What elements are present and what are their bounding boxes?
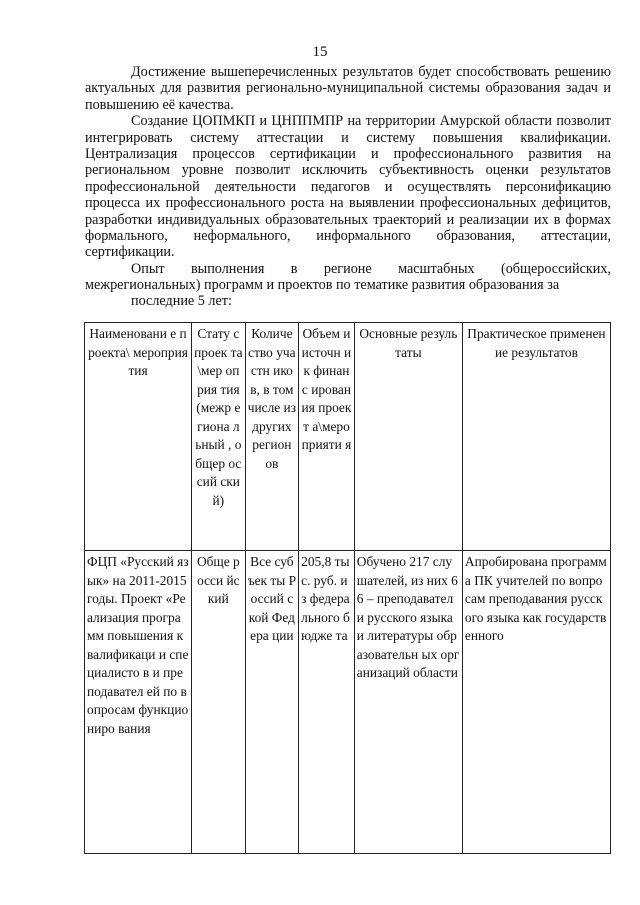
paragraph-centers: Создание ЦОПМКП и ЦНППМПР на территории Амурской области позволит интегрировать систему аттестации и систему повышения квалификации. Централизация процессов сертификации и профессионального развития на региональном уровне позволит исключить субъективность оценки результатов профессиональной деятельности педагогов и осуществлять персонификацию процесса их профессионального роста на выявлении профессиональных дефицитов, разработки индивидуальных образовательных траекторий и реализации их в формах формального, неформального, информального образования, аттестации, сертификации.	[85, 113, 611, 261]
header-funding: Объем и источн ик финанс ирован ия проект а\меро прияти я	[299, 323, 355, 551]
cell-project-name: ФЦП «Русский язык» на 2011-2015 годы. Проект «Реализация программ повышения квалификаци и специалисто в и преподавател ей по вопросам функциониро вания	[85, 551, 192, 854]
header-main-results: Основные результаты	[354, 323, 462, 551]
cell-practical-application: Апробирована программа ПК учителей по вопросам преподавания русского языка как государственного	[462, 551, 610, 854]
paragraph-achievements: Достижение вышеперечисленных результатов будет способствовать решению актуальных для развития регионально-муниципальной системы образования задач и повышению её качества.	[85, 64, 611, 113]
page-number: 15	[312, 44, 328, 60]
projects-table	[84, 322, 611, 854]
cell-funding: 205,8 тыс. руб. из федера льного бюдже та	[299, 551, 355, 854]
header-participants: Количе ство участн иков, в том числе из других регион ов	[245, 323, 299, 551]
paragraph-experience-text: Опыт выполнения в регионе масштабных (общероссийских, межрегиональных) программ и проектов по тематике развития образования за	[85, 260, 611, 294]
cell-main-results: Обучено 217 слушателей, из них 66 – преподаватели русского языка и литературы образовательн ых организаций области	[354, 551, 462, 854]
table-row	[85, 551, 611, 854]
header-practical-application: Практическое применение результатов	[462, 323, 610, 551]
cell-participants: Все субъек ты Россий ской Федера ции	[245, 551, 299, 854]
header-project-name: Наименовани е проекта\ мероприятия	[85, 323, 192, 551]
table-header-row	[85, 323, 611, 551]
paragraph-experience	[85, 261, 611, 310]
cell-status: Обще росси йский	[192, 551, 246, 854]
header-status: Стату с проек та\мер оприя тия (межр егиона льный , общер оссий ский)	[192, 323, 246, 551]
paragraph-experience-end: последние 5 лет:	[131, 293, 232, 310]
body-text	[85, 64, 611, 310]
